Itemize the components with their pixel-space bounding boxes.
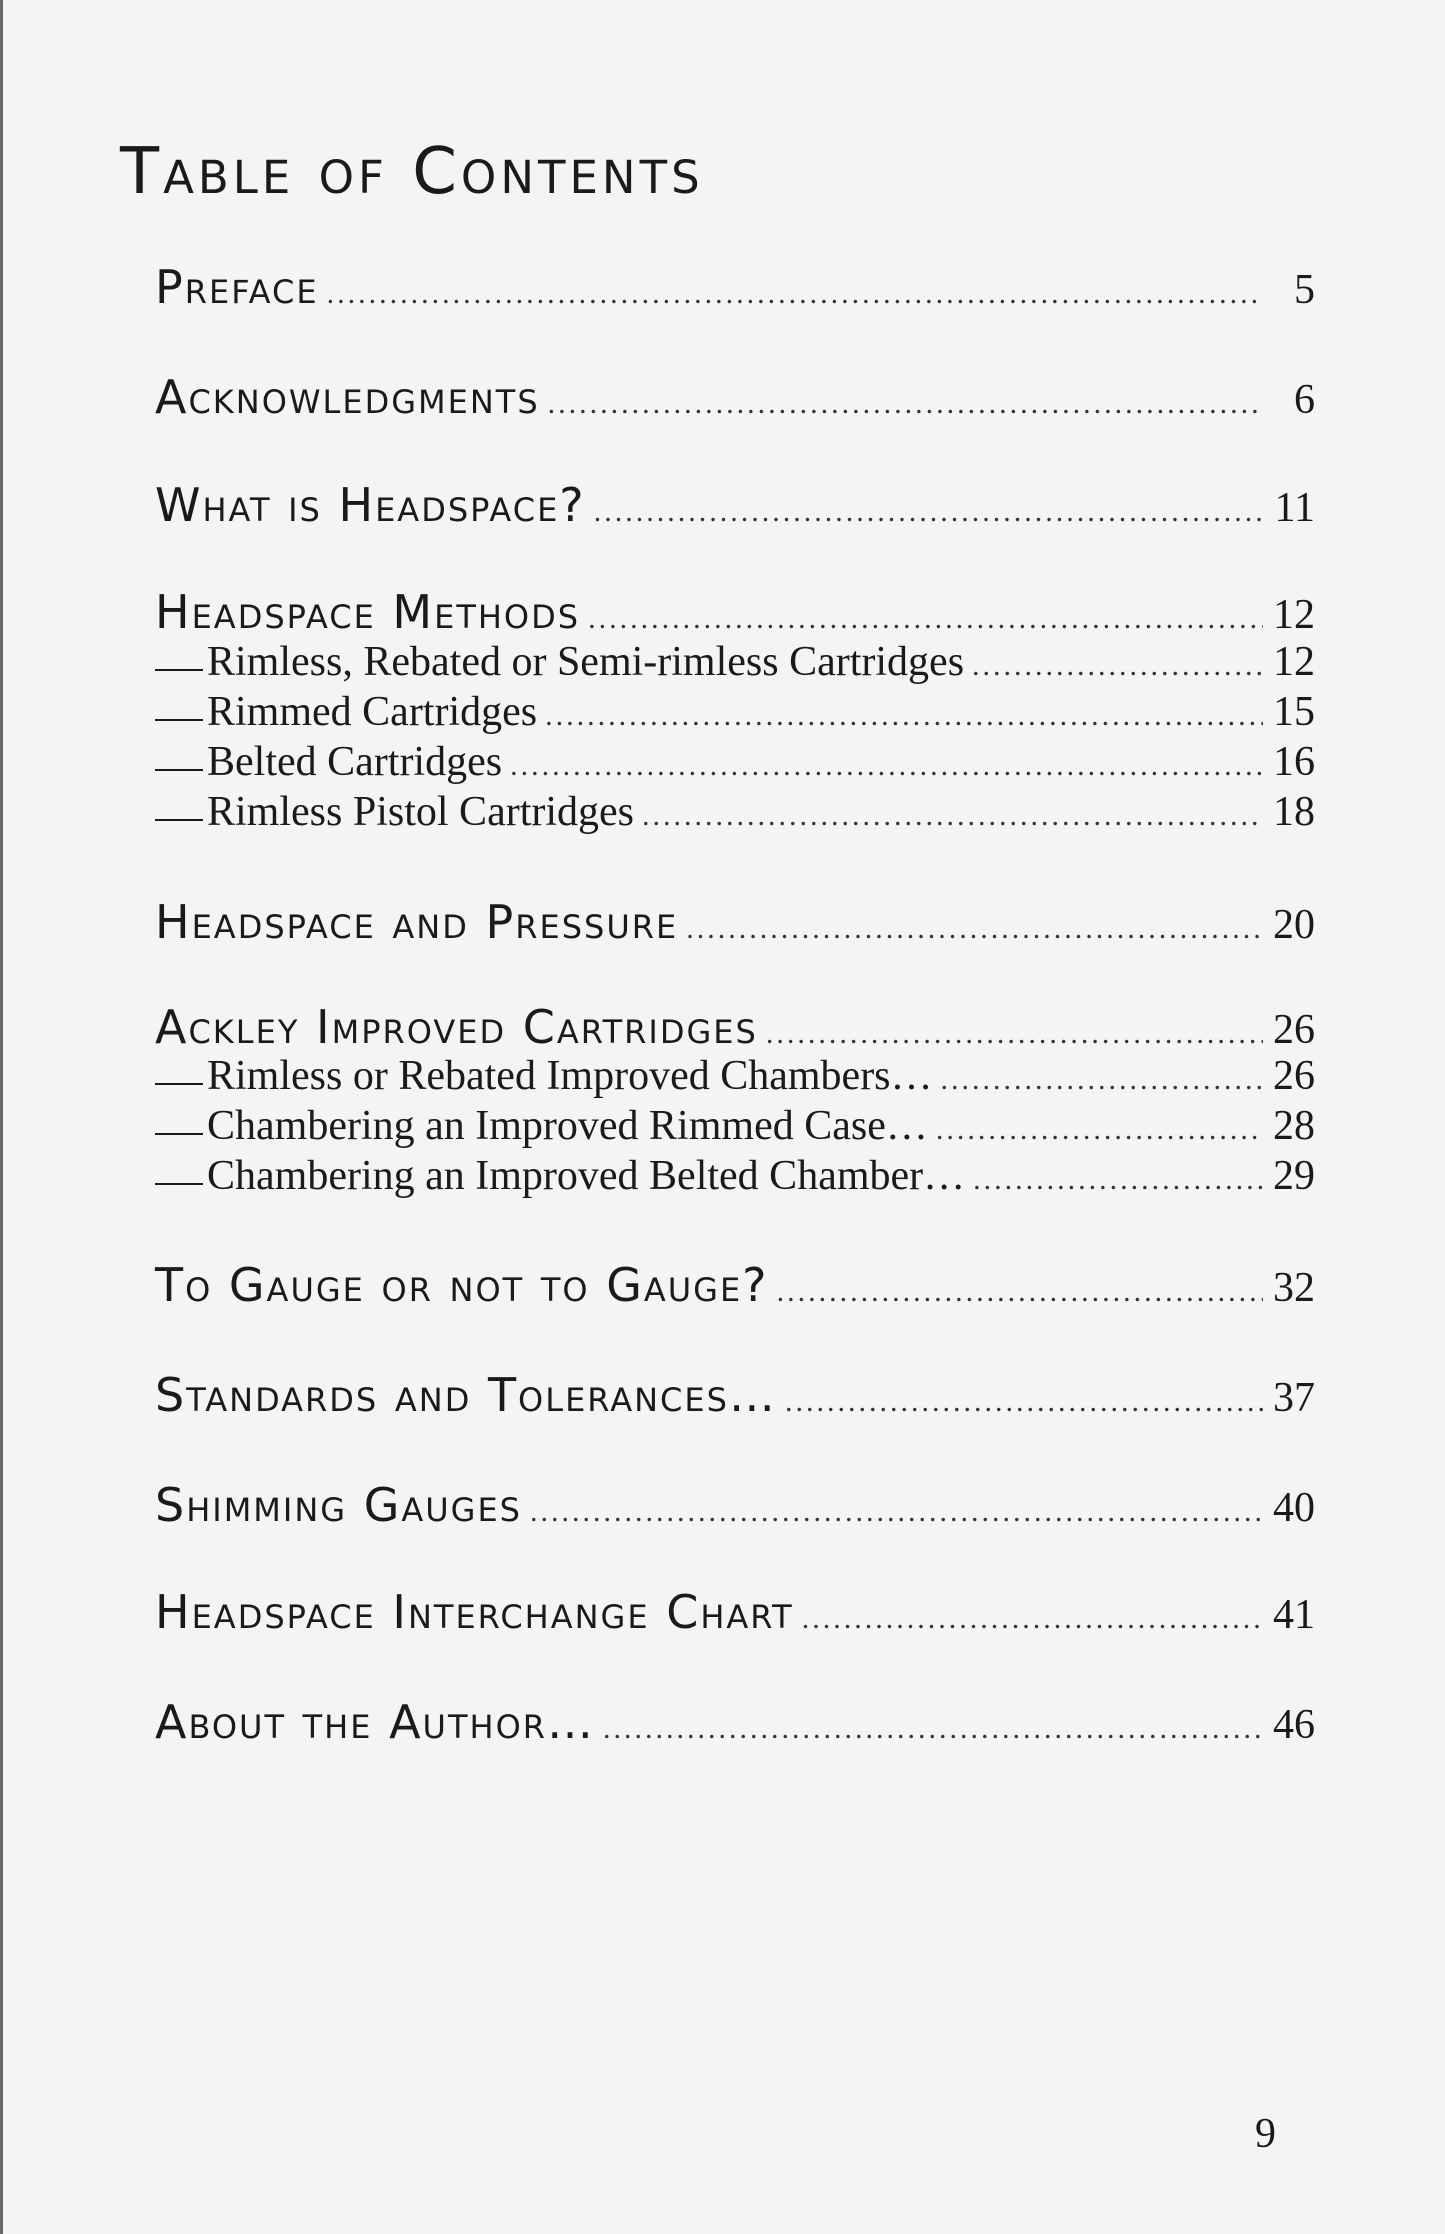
toc-entry-page: 26 [1273,1053,1315,1099]
toc-entry[interactable] [155,1000,1315,1054]
toc-entry-label: Headspace Methods [155,585,581,639]
toc-subentry[interactable] [155,1052,1315,1100]
toc-entry-page: 37 [1273,1375,1315,1421]
toc-entry[interactable] [155,585,1315,639]
toc-entry-page: 26 [1273,1007,1315,1053]
toc-entry-page: 41 [1273,1592,1315,1638]
toc-entry-page: 16 [1273,739,1315,785]
page-title: Table of Contents [120,134,704,209]
toc-entry-page: 28 [1273,1103,1315,1149]
toc-entry-label: What is Headspace? [155,478,586,532]
toc-subentry[interactable] [155,1152,1315,1200]
toc-entry-label: Acknowledgments [155,370,540,424]
dot-leader [941,1063,1263,1097]
dot-leader [603,1712,1263,1746]
toc-subentry[interactable] [155,688,1315,736]
toc-entry-label: Standards and Tolerances… [155,1368,777,1422]
toc-entry-page: 18 [1273,789,1315,835]
toc-entry-label: Rimmed Cartridges [207,689,538,735]
dot-leader [510,749,1263,783]
toc-entry-label: Belted Cartridges [207,739,503,785]
page-number: 9 [1255,2111,1276,2157]
dot-leader [785,1385,1263,1419]
toc-entry-page: 29 [1273,1153,1315,1199]
toc-entry-page: 20 [1273,902,1315,948]
toc-entry-label: Rimless or Rebated Improved Chambers… [207,1053,933,1099]
dot-leader [802,1602,1263,1636]
toc-subentry[interactable] [155,788,1315,836]
dot-leader [777,1275,1263,1309]
dot-leader [766,1017,1263,1051]
dot-leader [530,1495,1263,1529]
toc-entry[interactable] [155,370,1315,424]
page-edge [0,0,3,2234]
toc-subentry[interactable] [155,1102,1315,1150]
toc-entry-page: 12 [1273,592,1315,638]
indent-rule [155,769,203,771]
indent-rule [155,1133,203,1135]
toc-entry-label: Headspace Interchange Chart [155,1585,794,1639]
dot-leader [548,387,1263,421]
toc-entry[interactable] [155,1258,1315,1312]
toc-entry[interactable] [155,478,1315,532]
dot-leader [973,1163,1263,1197]
indent-rule [155,719,203,721]
toc-entry-label: Rimless, Rebated or Semi-rimless Cartridges [207,639,965,685]
toc-entry[interactable] [155,1368,1315,1422]
toc-entry-label: Ackley Improved Cartridges [155,1000,758,1054]
toc-entry[interactable] [155,260,1315,314]
toc-entry-page: 5 [1294,267,1315,313]
dot-leader [545,699,1263,733]
dot-leader [327,277,1263,311]
indent-rule [155,669,203,671]
toc-entry-page: 11 [1274,485,1315,531]
toc-subentry[interactable] [155,638,1315,686]
toc-entry-label: Preface [155,260,319,314]
indent-rule [155,1183,203,1185]
toc-entry-label: Headspace and Pressure [155,895,679,949]
indent-rule [155,1083,203,1085]
toc-entry-label: Shimming Gauges [155,1478,522,1532]
dot-leader [588,602,1263,636]
toc-entry-page: 6 [1294,377,1315,423]
toc-entry-label: Chambering an Improved Belted Chamber… [207,1153,966,1199]
toc-entry[interactable] [155,1695,1315,1749]
toc-entry[interactable] [155,895,1315,949]
dot-leader [936,1113,1263,1147]
indent-rule [155,819,203,821]
toc-subentry[interactable] [155,738,1315,786]
toc-entry-page: 40 [1273,1485,1315,1531]
toc-entry[interactable] [155,1478,1315,1532]
toc-entry-label: To Gauge or not to Gauge? [155,1258,769,1312]
dot-leader [972,649,1263,683]
toc-entry-page: 46 [1273,1702,1315,1748]
toc-entry-label: About the Author… [155,1695,596,1749]
toc-entry-page: 32 [1273,1265,1315,1311]
dot-leader [642,799,1263,833]
dot-leader [594,495,1263,529]
toc-entry-page: 15 [1273,689,1315,735]
dot-leader [686,912,1263,946]
toc-entry-page: 12 [1273,639,1315,685]
toc-entry-label: Rimless Pistol Cartridges [207,789,635,835]
toc-entry[interactable] [155,1585,1315,1639]
toc-entry-label: Chambering an Improved Rimmed Case… [207,1103,928,1149]
